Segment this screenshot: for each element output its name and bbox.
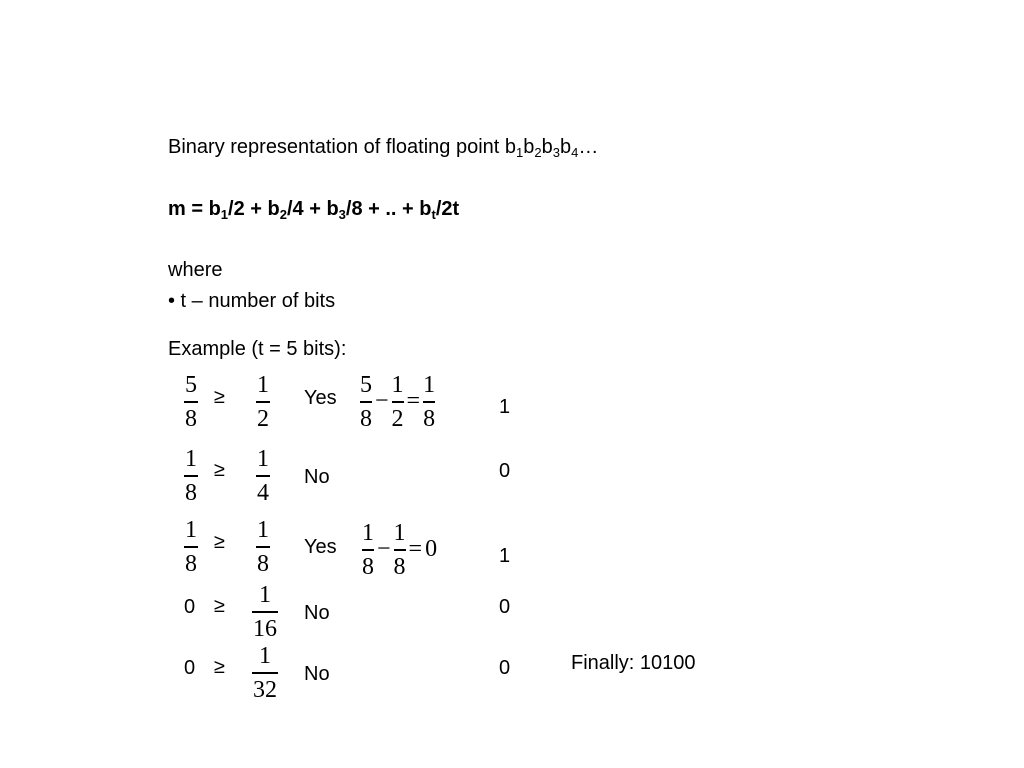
fraction — [360, 372, 372, 432]
formula-text: m = b — [168, 198, 221, 220]
heading — [168, 135, 598, 159]
denominator: 8 — [185, 405, 197, 432]
fraction-bar — [394, 549, 406, 551]
answer: Yes — [304, 536, 337, 558]
heading-text: b — [541, 136, 553, 158]
compare-symbol: ≥ — [214, 531, 225, 553]
denominator: 8 — [362, 553, 374, 580]
numerator: 1 — [393, 520, 406, 546]
bit-value: 0 — [499, 596, 511, 618]
rhs-fraction — [252, 643, 278, 703]
fraction-bar — [184, 401, 198, 403]
denominator: 2 — [257, 405, 269, 432]
numerator: 1 — [362, 520, 374, 546]
calculation — [362, 520, 437, 580]
formula-text: /2 + b — [228, 198, 280, 220]
subscript: 1 — [220, 207, 229, 222]
denominator: 8 — [185, 479, 197, 506]
fraction-bar — [360, 401, 372, 403]
answer: No — [304, 602, 330, 624]
numerator: 5 — [185, 372, 197, 398]
fraction — [392, 372, 404, 432]
numerator: 1 — [259, 582, 271, 608]
formula-text: /8 + .. + b — [345, 198, 432, 220]
fraction-bar — [252, 611, 278, 613]
equals-sign: = — [408, 536, 423, 563]
denominator: 8 — [423, 405, 436, 432]
formula — [168, 197, 459, 221]
denominator: 4 — [257, 479, 269, 506]
answer: No — [304, 466, 330, 488]
final-result: Finally: 10100 — [571, 652, 696, 674]
example-label: Example (t = 5 bits): — [168, 338, 347, 360]
rhs-fraction — [252, 582, 278, 642]
subscript: 3 — [338, 207, 346, 222]
answer: No — [304, 663, 330, 685]
answer: Yes — [304, 387, 337, 409]
minus-sign: − — [375, 388, 389, 415]
denominator: 8 — [185, 550, 197, 577]
denominator: 2 — [391, 405, 404, 432]
lhs-value: 0 — [184, 657, 196, 679]
bit-value: 1 — [499, 396, 511, 418]
calculation — [360, 372, 435, 432]
fraction — [362, 520, 374, 580]
compare-symbol: ≥ — [214, 656, 225, 678]
compare-symbol: ≥ — [214, 459, 225, 481]
heading-text: b — [559, 136, 572, 158]
fraction-bar — [184, 475, 198, 477]
heading-text: Binary representation of floating point b — [168, 136, 516, 158]
numerator: 1 — [185, 517, 197, 543]
numerator: 1 — [257, 446, 269, 472]
numerator: 1 — [423, 372, 436, 398]
numerator: 5 — [360, 372, 372, 398]
compare-symbol: ≥ — [214, 386, 225, 408]
fraction-bar — [256, 401, 270, 403]
numerator: 1 — [257, 517, 269, 543]
denominator: 8 — [393, 553, 406, 580]
where-label: where — [168, 259, 223, 281]
fraction-bar — [362, 549, 374, 551]
fraction-bar — [252, 672, 278, 674]
fraction-bar — [184, 546, 198, 548]
denominator: 32 — [253, 676, 277, 703]
bit-value: 0 — [499, 657, 511, 679]
subscript: 2 — [279, 207, 287, 222]
lhs-fraction — [184, 372, 198, 432]
fraction-bar — [256, 546, 270, 548]
denominator: 8 — [360, 405, 372, 432]
denominator: 8 — [257, 550, 269, 577]
bit-value: 0 — [499, 460, 511, 482]
fraction-bar — [423, 401, 435, 403]
lhs-fraction — [184, 517, 198, 577]
numerator: 1 — [259, 643, 271, 669]
lhs-value: 0 — [184, 596, 196, 618]
rhs-fraction — [256, 372, 270, 432]
subscript: 4 — [571, 145, 579, 160]
lhs-fraction — [184, 446, 198, 506]
fraction-bar — [392, 401, 404, 403]
subscript: 2 — [534, 145, 542, 160]
numerator: 1 — [185, 446, 197, 472]
rhs-fraction — [256, 517, 270, 577]
numerator: 1 — [391, 372, 404, 398]
fraction-bar — [256, 475, 270, 477]
subscript: 1 — [516, 145, 524, 160]
bit-value: 1 — [499, 545, 511, 567]
result-value: 0 — [425, 536, 438, 563]
compare-symbol: ≥ — [214, 595, 225, 617]
subscript: t — [431, 207, 436, 222]
heading-text: … — [578, 136, 599, 158]
formula-text: /2t — [435, 198, 460, 220]
minus-sign: − — [377, 536, 391, 563]
subscript: 3 — [552, 145, 560, 160]
numerator: 1 — [257, 372, 269, 398]
heading-text: b — [523, 136, 535, 158]
fraction — [394, 520, 406, 580]
equals-sign: = — [406, 388, 421, 415]
bullet-item: • t – number of bits — [168, 290, 336, 312]
rhs-fraction — [256, 446, 270, 506]
fraction — [423, 372, 435, 432]
denominator: 16 — [253, 615, 277, 642]
formula-text: /4 + b — [286, 198, 339, 220]
